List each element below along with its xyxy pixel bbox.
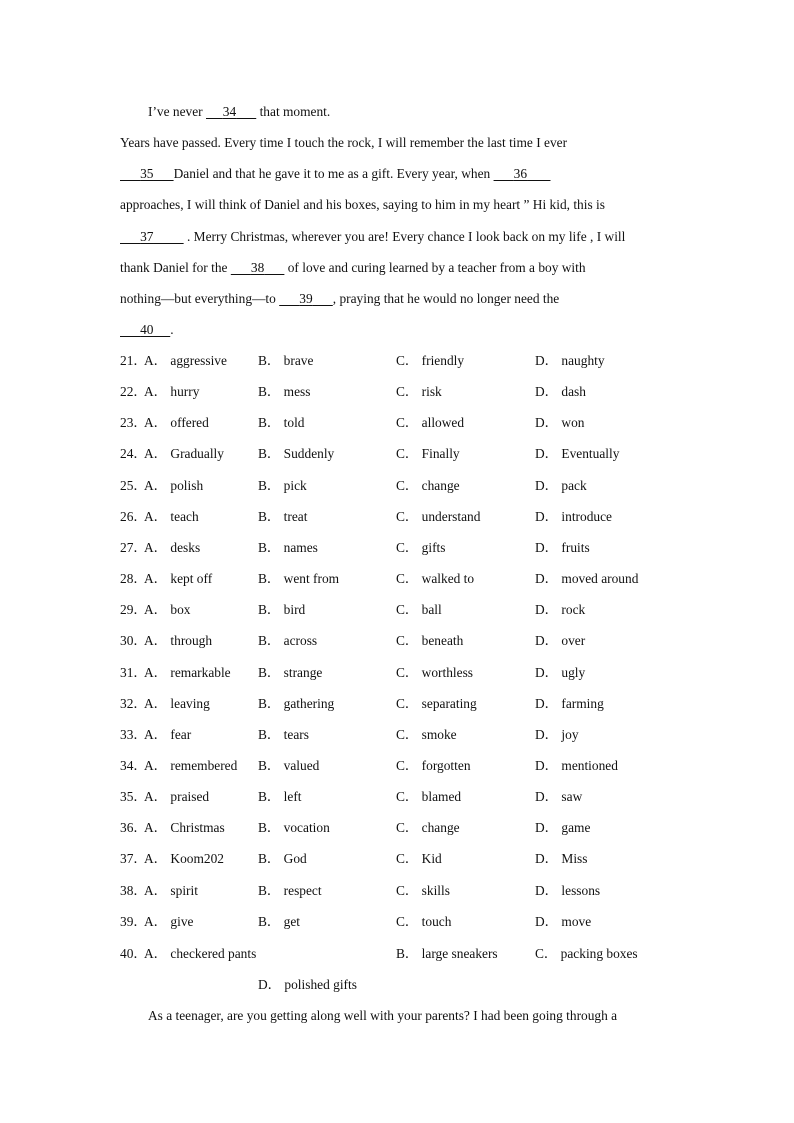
option-c[interactable]: C． gifts <box>396 540 446 555</box>
option-d[interactable]: D． introduce <box>535 509 612 524</box>
question-number: 31． <box>120 665 147 680</box>
option-b[interactable]: B． gathering <box>258 696 335 711</box>
option-a[interactable]: A． hurry <box>144 384 200 399</box>
option-b[interactable]: B． get <box>258 914 301 929</box>
option-d[interactable]: D． lessons <box>535 883 601 898</box>
blank-36[interactable]: 36 <box>513 166 528 181</box>
option-b[interactable]: B． brave <box>258 353 314 368</box>
option-c[interactable]: C． Finally <box>396 446 460 461</box>
question-number: 25． <box>120 478 147 493</box>
option-b[interactable]: B． bird <box>258 602 306 617</box>
option-c[interactable]: C． risk <box>396 384 442 399</box>
option-a[interactable]: A． give <box>144 914 194 929</box>
option-d[interactable]: D． rock <box>535 602 586 617</box>
option-c[interactable]: C． walked to <box>396 571 475 586</box>
passage-text: approaches, I will think of Daniel and his boxes, saying to him in my heart ” Hi kid, this is <box>120 197 605 212</box>
question-number: 22． <box>120 384 147 399</box>
option-a[interactable]: A． aggressive <box>144 353 227 368</box>
passage-text: Daniel and that he gave it to me as a gift. Every year, when <box>173 166 494 181</box>
option-c[interactable]: C． smoke <box>396 727 457 742</box>
blank-40[interactable]: 40 <box>140 322 154 337</box>
option-b[interactable]: B． treat <box>258 509 308 524</box>
option-c[interactable]: C． separating <box>396 696 477 711</box>
option-a[interactable]: A． praised <box>144 789 210 804</box>
option-b[interactable]: B． God <box>258 851 307 866</box>
passage-line-5 <box>120 228 625 246</box>
question-number: 26． <box>120 509 147 524</box>
question-number: 40． <box>120 946 147 961</box>
option-c[interactable]: C． change <box>396 478 460 493</box>
option-c[interactable]: C． allowed <box>396 415 465 430</box>
option-a[interactable]: A． remarkable <box>144 665 231 680</box>
option-d[interactable]: D． polished gifts <box>258 977 357 992</box>
option-c[interactable]: C． packing boxes <box>535 946 638 961</box>
option-d[interactable]: D． fruits <box>535 540 590 555</box>
question-number: 24． <box>120 446 147 461</box>
option-c[interactable]: C． friendly <box>396 353 465 368</box>
option-d[interactable]: D． naughty <box>535 353 605 368</box>
blank-35[interactable]: 35 <box>140 166 154 181</box>
option-a[interactable]: A． teach <box>144 509 199 524</box>
option-d[interactable]: D． saw <box>535 789 583 804</box>
option-b[interactable]: B． left <box>258 789 302 804</box>
next-passage-line <box>148 1007 617 1025</box>
option-c[interactable]: C． change <box>396 820 460 835</box>
option-d[interactable]: D． Eventually <box>535 446 620 461</box>
option-d[interactable]: D． farming <box>535 696 604 711</box>
blank-37[interactable]: 37 <box>140 229 154 244</box>
option-a[interactable]: A． remembered <box>144 758 238 773</box>
question-number: 38． <box>120 883 147 898</box>
passage-text: thank Daniel for the <box>120 260 231 275</box>
option-a[interactable]: A． checkered pants <box>144 946 257 961</box>
question-number: 33． <box>120 727 147 742</box>
option-c[interactable]: C． skills <box>396 883 450 898</box>
question-number: 28． <box>120 571 147 586</box>
option-b[interactable]: B． pick <box>258 478 307 493</box>
passage-line-1 <box>148 103 330 121</box>
option-a[interactable]: A． polish <box>144 478 204 493</box>
option-b[interactable]: B． large sneakers <box>396 946 498 961</box>
option-c[interactable]: C． blamed <box>396 789 462 804</box>
option-a[interactable]: A． spirit <box>144 883 198 898</box>
passage-line-3 <box>120 165 550 183</box>
blank-38[interactable]: 38 <box>250 260 265 275</box>
question-number: 21． <box>120 353 147 368</box>
option-b[interactable]: B． vocation <box>258 820 330 835</box>
passage-text: . Merry Christmas, wherever you are! Every chance I look back on my life , I will <box>183 229 626 244</box>
passage-text: Years have passed. Every time I touch the rock, I will remember the last time I ever <box>120 135 568 150</box>
blank-34[interactable]: 34 <box>222 104 237 119</box>
option-a[interactable]: A． leaving <box>144 696 210 711</box>
option-d[interactable]: D． Miss <box>535 851 588 866</box>
option-a[interactable]: A． Christmas <box>144 820 225 835</box>
passage-line-4 <box>120 196 605 214</box>
passage-text: As a teenager, are you getting along well with your parents? I had been going through a <box>148 1008 618 1023</box>
option-c[interactable]: C． touch <box>396 914 452 929</box>
passage-line-7 <box>120 290 559 308</box>
option-a[interactable]: A． desks <box>144 540 201 555</box>
option-c[interactable]: C． beneath <box>396 633 464 648</box>
option-d[interactable]: D． pack <box>535 478 587 493</box>
question-number: 39． <box>120 914 147 929</box>
option-d[interactable]: D． ugly <box>535 665 586 680</box>
question-number: 29． <box>120 602 147 617</box>
option-d[interactable]: D． game <box>535 820 591 835</box>
passage-text: I’ve never <box>148 104 206 119</box>
option-c[interactable]: C． worthless <box>396 665 473 680</box>
option-b[interactable]: B． told <box>258 415 305 430</box>
option-c[interactable]: C． Kid <box>396 851 442 866</box>
option-a[interactable]: A． through <box>144 633 213 648</box>
option-d[interactable]: D． mentioned <box>535 758 618 773</box>
option-b[interactable]: B． mess <box>258 384 311 399</box>
option-b[interactable]: B． went from <box>258 571 340 586</box>
option-a[interactable]: A． Gradually <box>144 446 224 461</box>
option-a[interactable]: A． offered <box>144 415 209 430</box>
option-a[interactable]: A． box <box>144 602 191 617</box>
option-a[interactable]: A． kept off <box>144 571 213 586</box>
option-b[interactable]: B． Suddenly <box>258 446 335 461</box>
question-number: 27． <box>120 540 147 555</box>
passage-text: , praying that he would no longer need the <box>332 291 560 306</box>
option-c[interactable]: C． ball <box>396 602 442 617</box>
passage-line-6 <box>120 259 586 277</box>
passage-line-2 <box>120 134 567 152</box>
question-number: 37． <box>120 851 147 866</box>
passage-text: that moment. <box>256 104 331 119</box>
option-c[interactable]: C． understand <box>396 509 481 524</box>
option-b[interactable]: B． tears <box>258 727 309 742</box>
blank-39[interactable]: 39 <box>299 291 313 306</box>
passage-text: of love and curing learned by a teacher from a boy with <box>284 260 586 275</box>
option-b[interactable]: B． across <box>258 633 318 648</box>
option-d[interactable]: D． over <box>535 633 586 648</box>
option-d[interactable]: D． joy <box>535 727 579 742</box>
option-c[interactable]: C． forgotten <box>396 758 471 773</box>
option-d[interactable]: D． dash <box>535 384 586 399</box>
option-b[interactable]: B． strange <box>258 665 323 680</box>
option-d[interactable]: D． move <box>535 914 592 929</box>
option-d[interactable]: D． moved around <box>535 571 639 586</box>
passage-text: . <box>170 322 174 337</box>
question-number: 36． <box>120 820 147 835</box>
option-a[interactable]: A． fear <box>144 727 192 742</box>
question-number: 34． <box>120 758 147 773</box>
option-d[interactable]: D． won <box>535 415 585 430</box>
option-b[interactable]: B． names <box>258 540 318 555</box>
passage-text: nothing—but everything—to <box>120 291 280 306</box>
question-number: 30． <box>120 633 147 648</box>
question-number: 23． <box>120 415 147 430</box>
option-b[interactable]: B． respect <box>258 883 322 898</box>
question-number: 32． <box>120 696 147 711</box>
question-number: 35． <box>120 789 147 804</box>
option-a[interactable]: A． Koom202 <box>144 851 224 866</box>
passage-line-8 <box>120 321 174 339</box>
option-b[interactable]: B． valued <box>258 758 320 773</box>
